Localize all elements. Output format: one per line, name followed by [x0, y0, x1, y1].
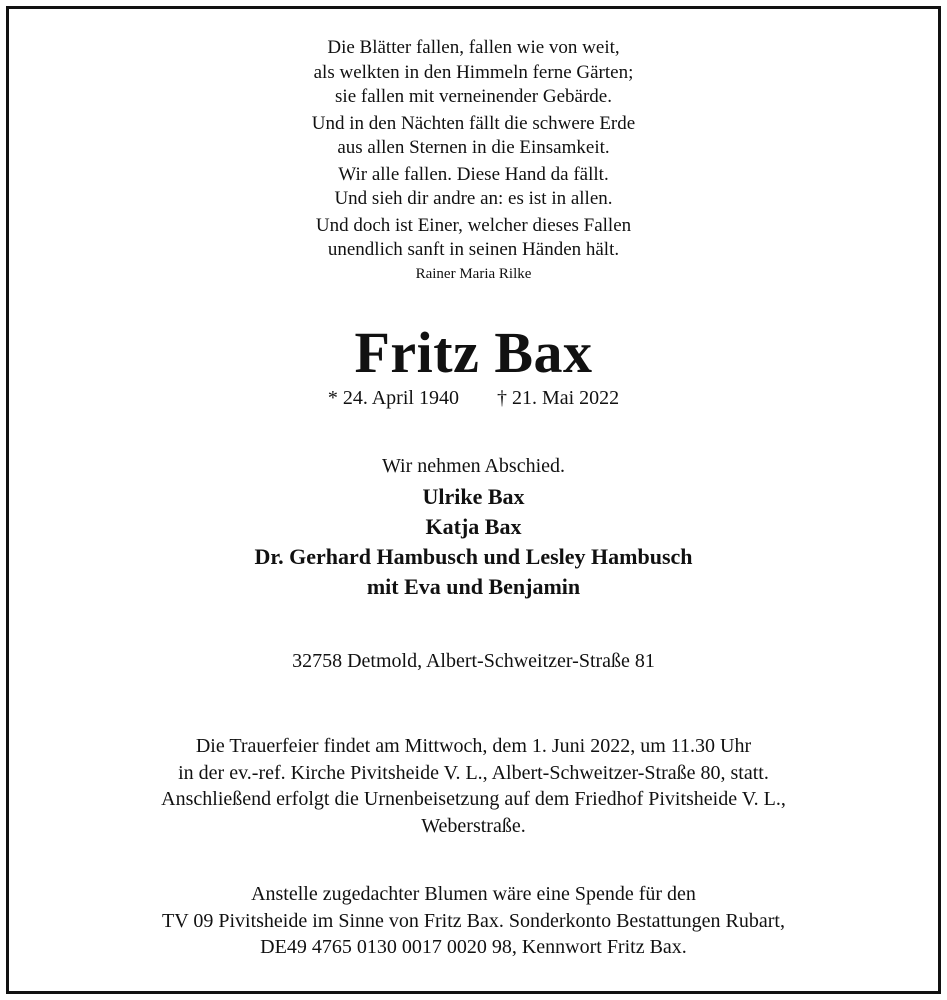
service-line: in der ev.-ref. Kirche Pivitsheide V. L., Albert-Schweitzer-Straße 80, statt.	[178, 761, 769, 784]
poem-line: unendlich sanft in seinen Händen hält.	[327, 239, 620, 260]
donation-info	[0, 881, 947, 961]
poem-line: Und doch ist Einer, welcher dieses Fallen	[315, 214, 632, 236]
service-line: Die Trauerfeier findet am Mittwoch, dem 1. Juni 2022, um 11.30 Uhr	[195, 735, 752, 757]
service-line: Weberstraße.	[421, 814, 526, 837]
mourner-name: Katja Bax	[425, 514, 522, 539]
mourner-name: Ulrike Bax	[422, 484, 525, 509]
poem-line: sie fallen mit verneinender Gebärde.	[335, 86, 612, 107]
poem-line: Die Blätter fallen, fallen wie von weit,	[327, 37, 620, 58]
family-address: 32758 Detmold, Albert-Schweitzer-Straße 81	[292, 650, 655, 672]
service-line: Anschließend erfolgt die Urnenbeisetzung auf dem Friedhof Pivitsheide V. L.,	[161, 788, 786, 810]
poem-line: Und sieh dir andre an: es ist in allen.	[334, 188, 613, 209]
poem-author: Rainer Maria Rilke	[415, 265, 532, 282]
poem-line: Wir alle fallen. Diese Hand da fällt.	[338, 163, 609, 185]
poem-line: als welkten in den Himmeln ferne Gärten;	[313, 61, 634, 83]
deceased-name: Fritz Bax	[354, 320, 593, 385]
death-date: † 21. Mai 2022	[496, 387, 620, 409]
life-dates	[0, 384, 947, 412]
farewell-text: Wir nehmen Abschied.	[381, 455, 566, 477]
donation-line: Anstelle zugedachter Blumen wäre eine Spende für den	[251, 883, 696, 905]
poem-line: aus allen Sternen in die Einsamkeit.	[337, 137, 610, 158]
donation-line: DE49 4765 0130 0017 0020 98, Kennwort Fritz Bax.	[260, 936, 687, 958]
donation-line: TV 09 Pivitsheide im Sinne von Fritz Bax. Sonderkonto Bestattungen Rubart,	[162, 909, 785, 932]
birth-date: * 24. April 1940	[327, 387, 459, 409]
funeral-service-info	[0, 733, 947, 839]
mourner-name: Dr. Gerhard Hambusch und Lesley Hambusch	[254, 544, 693, 569]
poem	[0, 36, 947, 285]
mourner-name: mit Eva und Benjamin	[366, 574, 581, 599]
mourners-list	[0, 482, 947, 602]
poem-line: Und in den Nächten fällt die schwere Erde	[311, 112, 636, 134]
